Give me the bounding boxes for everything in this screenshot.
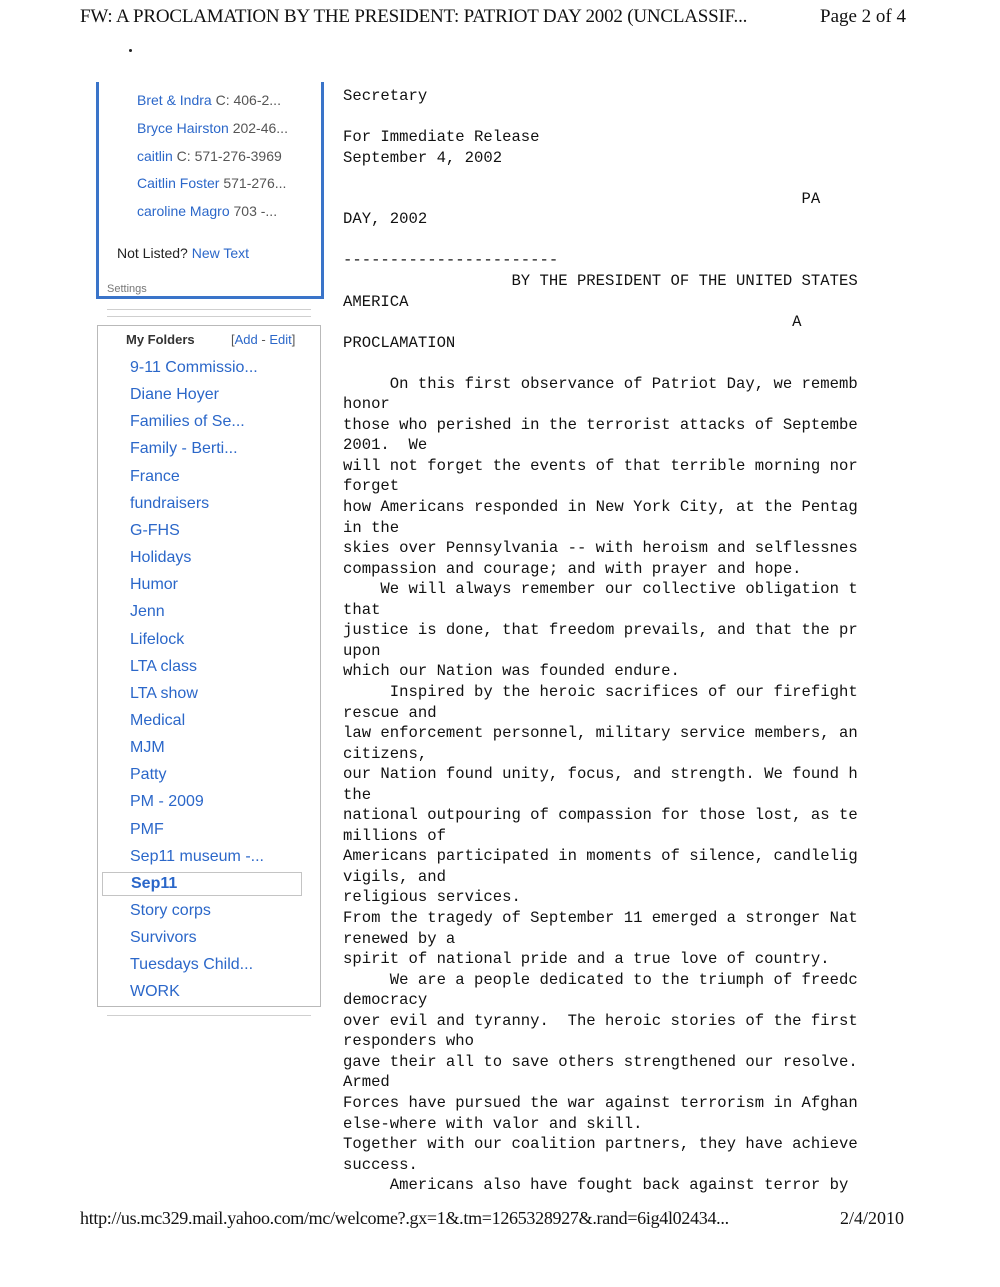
folder-item[interactable]: PM - 2009 <box>130 793 204 811</box>
message-line: AMERICA <box>343 292 409 311</box>
folder-item[interactable]: 9-11 Commissio... <box>130 359 258 376</box>
folders-header: My Folders <box>126 332 195 347</box>
message-line: Armed <box>343 1073 390 1092</box>
message-line: how Americans responded in New York City, at the Pentag <box>343 498 858 516</box>
add-folder-link[interactable]: Add <box>234 332 258 347</box>
contact-detail: C: 406-2... <box>211 92 281 108</box>
folder-item[interactable]: Holidays <box>130 549 192 567</box>
contact-name: Bret & Indra <box>137 92 212 108</box>
folder-item[interactable]: WORK <box>130 983 180 1001</box>
folder-item[interactable]: Lifelock <box>130 630 185 648</box>
bracket-close: ] <box>291 332 296 347</box>
message-line: upon <box>343 641 381 660</box>
print-footer-date: 2/4/2010 <box>840 1208 905 1228</box>
folder-item[interactable]: LTA show <box>130 684 198 702</box>
folder-item[interactable]: France <box>130 467 180 485</box>
message-line: PA <box>343 189 821 208</box>
contact-name: caitlin <box>137 148 173 164</box>
print-title: FW: A PROCLAMATION BY THE PRESIDENT: PATRIOT DAY 2002 (UNCLASSIF... <box>80 6 748 27</box>
message-line: our Nation found unity, focus, and strength. We found h <box>343 765 858 784</box>
contact-item[interactable] <box>137 120 288 136</box>
folder-item[interactable]: PMF <box>130 820 164 838</box>
message-line: compassion and courage; and with prayer and hope. <box>343 559 802 578</box>
scan-dot <box>129 49 132 52</box>
contact-name: Bryce Hairston <box>137 120 229 136</box>
folder-item[interactable]: Sep11 museum -... <box>130 847 264 865</box>
message-line: success. <box>343 1155 418 1174</box>
folder-item[interactable]: Families of Se... <box>130 413 245 431</box>
actions-separator: - <box>257 332 270 347</box>
folder-item[interactable]: Jenn <box>130 603 165 621</box>
message-line: BY THE PRESIDENT OF THE UNITED STATES <box>343 271 858 290</box>
message-line: citizens, <box>343 744 428 763</box>
folder-item[interactable]: LTA class <box>130 657 197 675</box>
folders-panel <box>97 325 321 1007</box>
folders-actions <box>231 332 295 347</box>
message-line: will not forget the events of that terrible morning nor <box>343 456 858 475</box>
not-listed-row <box>117 245 249 261</box>
divider <box>107 1015 311 1016</box>
message-line: justice is done, that freedom prevails, and that the pr <box>343 621 858 640</box>
message-line: gave their all to save others strengthened our resolve. <box>343 1052 858 1071</box>
message-line: A <box>343 313 802 332</box>
contact-name: caroline Magro <box>137 203 230 219</box>
message-body <box>343 86 913 1196</box>
folder-item[interactable]: Medical <box>130 711 186 729</box>
folder-item[interactable]: Story corps <box>130 902 211 919</box>
edit-folders-link[interactable]: Edit <box>269 332 292 347</box>
contact-item[interactable] <box>137 203 277 219</box>
contact-item[interactable] <box>137 175 286 191</box>
message-line: honor <box>343 395 390 414</box>
message-line: which our Nation was founded endure. <box>343 662 680 681</box>
folder-item[interactable]: Sep11 <box>102 872 302 896</box>
message-line: PROCLAMATION <box>343 333 456 352</box>
folder-item[interactable]: Tuesdays Child... <box>130 956 254 974</box>
message-line: else-where with valor and skill. <box>343 1114 643 1133</box>
message-line: Together with our coalition partners, they have achieve <box>343 1135 858 1154</box>
contact-name: Caitlin Foster <box>137 175 220 191</box>
message-line: vigils, and <box>343 867 446 886</box>
message-line: in the <box>343 518 400 537</box>
message-line: renewed by a <box>343 929 456 948</box>
message-line: From the tragedy of September 11 emerged a stronger Nat <box>343 909 858 927</box>
message-line: forget <box>343 477 400 496</box>
message-line: Americans also have fought back against terror by <box>343 1176 849 1195</box>
message-line: responders who <box>343 1032 475 1051</box>
contact-item[interactable] <box>137 148 282 164</box>
new-text-link[interactable]: New Text <box>191 245 250 261</box>
print-page-number: Page 2 of 4 <box>820 6 907 27</box>
message-line: Americans participated in moments of silence, candlelig <box>343 847 858 866</box>
message-line: law enforcement personnel, military service members, an <box>343 724 858 743</box>
folder-item[interactable]: fundraisers <box>130 494 210 512</box>
message-line: Forces have pursued the war against terrorism in Afghan <box>343 1093 858 1112</box>
message-line: democracy <box>343 991 428 1010</box>
folder-item[interactable]: MJM <box>130 739 165 757</box>
print-header <box>0 0 1000 40</box>
contact-detail: 703 -... <box>229 203 278 219</box>
message-line: ----------------------- <box>343 251 559 270</box>
message-line: rescue and <box>343 703 437 722</box>
message-line: We are a people dedicated to the triumph of freedc <box>343 970 858 989</box>
folder-item[interactable]: Humor <box>130 576 179 594</box>
message-line: 2001. We <box>343 436 428 455</box>
message-line: religious services. <box>343 888 521 907</box>
folder-item[interactable]: Patty <box>130 766 167 784</box>
contact-detail: 571-276... <box>219 175 287 191</box>
folder-item[interactable]: Diane Hoyer <box>130 386 219 404</box>
contact-item[interactable] <box>137 92 281 108</box>
divider <box>107 309 311 310</box>
folder-item[interactable]: Family - Berti... <box>130 440 238 458</box>
contact-detail: 202-46... <box>228 120 288 136</box>
message-line: We will always remember our collective obligation t <box>343 580 858 599</box>
message-line: On this first observance of Patriot Day, we rememb <box>343 374 858 393</box>
message-line: over evil and tyranny. The heroic stories of the first <box>343 1011 858 1030</box>
message-line: September 4, 2002 <box>343 148 503 167</box>
folder-item[interactable]: Survivors <box>130 929 197 947</box>
message-line: the <box>343 785 372 804</box>
print-footer-url: http://us.mc329.mail.yahoo.com/mc/welcome?.gx=1&.tm=1265328927&.rand=6ig4l02434... <box>80 1208 729 1228</box>
folder-item[interactable]: G-FHS <box>130 521 180 539</box>
settings-link[interactable]: Settings <box>107 283 147 295</box>
not-listed-label: Not Listed? <box>117 245 192 261</box>
message-line: DAY, 2002 <box>343 210 428 229</box>
message-line: that <box>343 600 381 619</box>
message-line: Inspired by the heroic sacrifices of our firefight <box>343 682 858 701</box>
message-line: For Immediate Release <box>343 128 540 147</box>
message-line: those who perished in the terrorist attacks of Septembe <box>343 415 858 434</box>
contacts-panel <box>96 82 324 299</box>
message-line: national outpouring of compassion for those lost, as te <box>343 806 858 825</box>
message-line: millions of <box>343 826 446 845</box>
contact-detail: C: 571-276-3969 <box>172 148 282 164</box>
message-line: skies over Pennsylvania -- with heroism and selflessnes <box>343 539 858 558</box>
message-line: Secretary <box>343 87 428 105</box>
divider <box>107 316 311 317</box>
message-line: spirit of national pride and a true love of country. <box>343 950 830 969</box>
bracket-open: [ <box>231 332 235 347</box>
